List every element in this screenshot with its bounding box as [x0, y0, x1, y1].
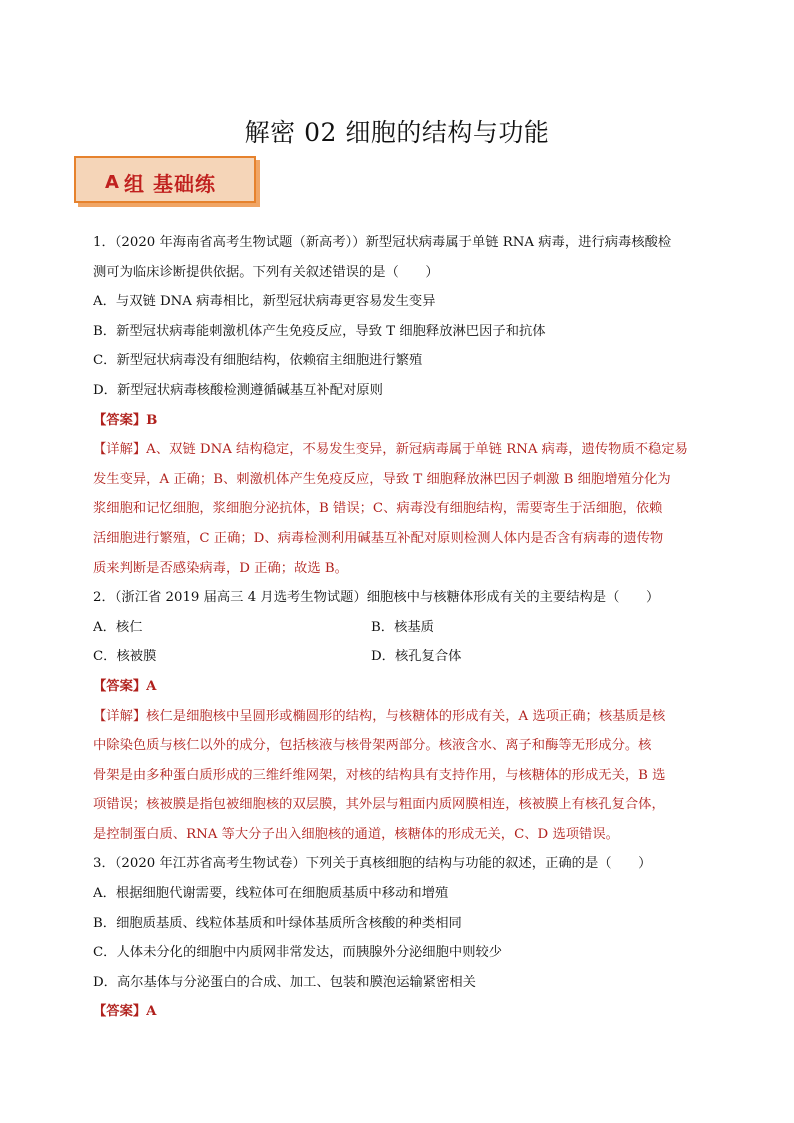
q1-detail-line: 浆细胞和记忆细胞，浆细胞分泌抗体，B 错误；C、病毒没有细胞结构，需要寄生于活细胞，依赖: [93, 501, 663, 517]
q3-stem: 3．（2020 年江苏省高考生物试卷）下列关于真核细胞的结构与功能的叙述，正确的是（ ）: [93, 856, 652, 872]
section-badge: [74, 156, 256, 203]
q1-answer: 【答案】B: [93, 412, 158, 428]
q1-option-b: B．新型冠状病毒能刺激机体产生免疫反应，导致 T 细胞释放淋巴因子和抗体: [93, 323, 546, 339]
q2-option-c: C．核被膜: [93, 649, 157, 665]
q2-option-a: A．核仁: [93, 619, 143, 635]
q1-detail-line: 质来判断是否感染病毒，D 正确；故选 B。: [93, 560, 348, 576]
q2-stem: 2．（浙江省 2019 届高三 4 月选考生物试题）细胞核中与核糖体形成有关的主要结构是（ ）: [93, 590, 660, 606]
q1-option-d: D．新型冠状病毒核酸检测遵循碱基互补配对原则: [93, 382, 383, 398]
q2-detail-line: 项错误；核被膜是指包被细胞核的双层膜，其外层与粗面内质网膜相连，核被膜上有核孔复合体，: [93, 797, 665, 813]
q3-answer: 【答案】A: [93, 1004, 157, 1020]
q1-option-a: A．与双链 DNA 病毒相比，新型冠状病毒更容易发生变异: [93, 294, 436, 310]
page-title: 解密 02 细胞的结构与功能: [244, 118, 550, 147]
q2-detail-line: 骨架是由多种蛋白质形成的三维纤维网架，对核的结构具有支持作用，与核糖体的形成无关，B 选: [93, 767, 666, 783]
q1-stem-line: 1．（2020 年海南省高考生物试题（新高考））新型冠状病毒属于单链 RNA 病毒，进行病毒核酸检: [93, 235, 672, 250]
q1-option-c: C．新型冠状病毒没有细胞结构，依赖宿主细胞进行繁殖: [93, 353, 423, 369]
q3-option-d: D．高尔基体与分泌蛋白的合成、加工、包装和膜泡运输紧密相关: [93, 974, 476, 990]
q1-stem-line: 测可为临床诊断提供依据。下列有关叙述错误的是（ ）: [93, 264, 439, 280]
q1-detail-line: 活细胞进行繁殖，C 正确；D、病毒检测利用碱基互补配对原则检测人体内是否含有病毒的遗传物: [93, 530, 664, 546]
q3-option-c: C．人体未分化的细胞中内质网非常发达，而胰腺外分泌细胞中则较少: [93, 945, 503, 961]
q2-options-row: [93, 613, 713, 643]
section-label: 组 基础练: [124, 172, 216, 196]
q1-detail-line: 【详解】A、双链 DNA 结构稳定，不易发生变异，新冠病毒属于单链 RNA 病毒，遗传物质不稳定易: [93, 442, 688, 458]
q3-option-b: B．细胞质基质、线粒体基质和叶绿体基质所含核酸的种类相同: [93, 915, 462, 931]
q2-option-d: D．核孔复合体: [371, 649, 462, 665]
q2-detail-line: 中除染色质与核仁以外的成分，包括核液与核骨架两部分。核液含水、离子和酶等无形成分。核: [93, 738, 652, 754]
q2-detail-line: 是控制蛋白质、RNA 等大分子出入细胞核的通道，核糖体的形成无关，C、D 选项错误。: [93, 826, 619, 842]
question-content: [93, 228, 713, 1027]
q2-answer: 【答案】A: [93, 678, 157, 694]
q3-option-a: A．根据细胞代谢需要，线粒体可在细胞质基质中移动和增殖: [93, 886, 449, 902]
q2-detail-line: 【详解】核仁是细胞核中呈圆形或椭圆形的结构，与核糖体的形成有关，A 选项正确；核基质是核: [93, 708, 666, 724]
section-letter: A: [105, 172, 119, 193]
q1-detail-line: 发生变异，A 正确；B、刺激机体产生免疫反应，导致 T 细胞释放淋巴因子刺激 B 细胞增殖分化为: [93, 471, 671, 487]
q2-option-b: B．核基质: [371, 619, 434, 635]
q2-options-row: [93, 642, 713, 672]
